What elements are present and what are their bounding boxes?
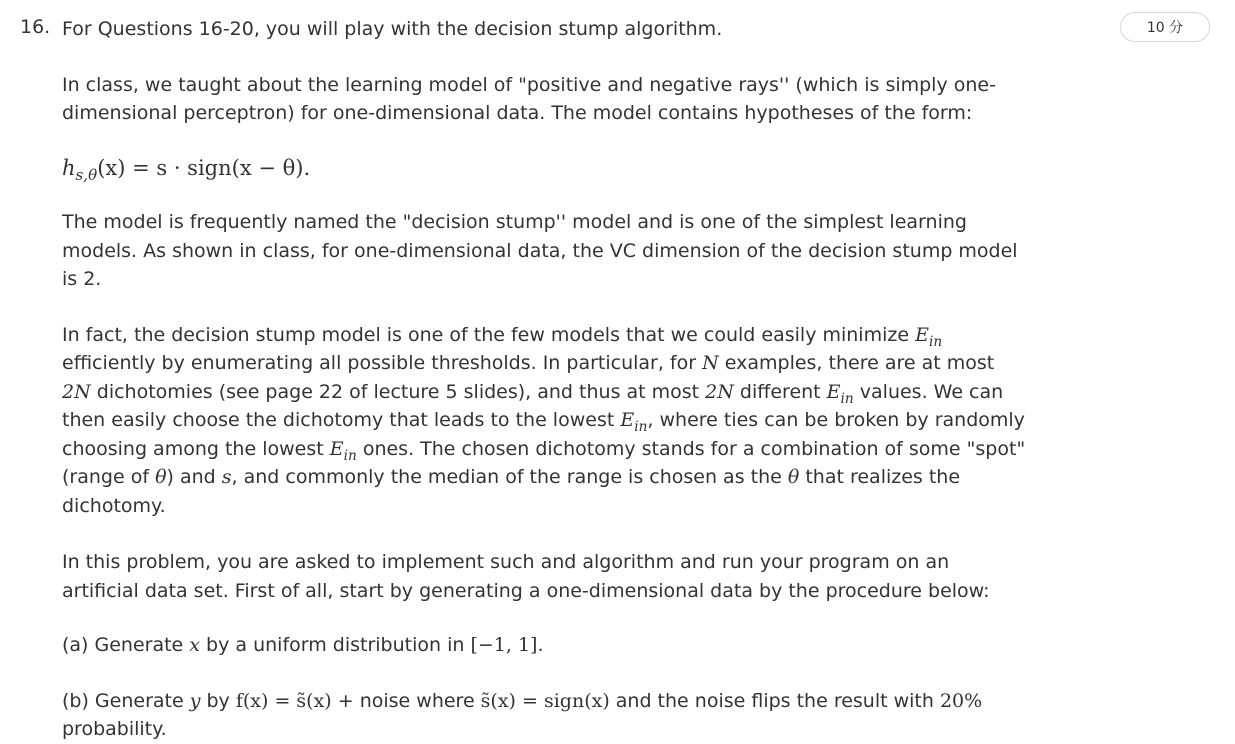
class-paragraph: In class, we taught about the learning model of "positive and negative rays'' (which is simply one-dimensional perceptron) for one-dimensional data. The model contains hypotheses of the form: — [62, 73, 996, 124]
math-theta-1: θ — [155, 466, 167, 488]
fact-text-10: , and commonly the median of the range is chosen as the — [231, 466, 788, 488]
math-theta-2: θ — [787, 466, 800, 488]
question-body — [62, 15, 1027, 744]
step-a-text-1: (a) Generate — [62, 634, 190, 656]
fact-text-3: examples, there are at most — [718, 352, 995, 374]
math-in-sub-2: in — [840, 390, 854, 407]
step-b-text-3: + noise where — [331, 689, 481, 712]
stump-paragraph: The model is frequently named the "decision stump'' model and is one of the simplest learning models. As shown in class, for one-dimensional data, the VC dimension of the decision stump model is 2. — [62, 211, 1018, 290]
step-b-text-5: probability. — [62, 718, 167, 740]
fact-text-5: different — [733, 380, 827, 403]
step-a-text-3: . — [537, 634, 544, 656]
math-stilde: s̃(x) = sign(x) — [480, 689, 610, 712]
fact-text-8: ones. The chosen dichotomy stands for a combination of some "spot" (range of — [62, 437, 1026, 488]
problem-paragraph: In this problem, you are asked to implement such and algorithm and run your program on an artificial data set. First of all, start by generating a one-dimensional data by the procedure below: — [62, 551, 990, 602]
fact-text-9: ) and — [166, 466, 222, 488]
step-b — [62, 687, 1027, 744]
fact-text-7: , where ties can be broken by randomly choosing among the lowest — [62, 409, 1025, 460]
math-in-sub-4: in — [343, 447, 357, 464]
step-b-text-2: by — [200, 689, 236, 712]
math-in-sub-1: in — [928, 333, 943, 350]
math-e-in-3: E — [620, 409, 635, 431]
math-e-in-1: E — [915, 323, 929, 346]
math-n: N — [702, 352, 719, 374]
math-s: s — [221, 466, 232, 488]
math-2n-2: 2N — [705, 380, 734, 403]
math-x: x — [189, 634, 201, 656]
formula-h: h — [62, 155, 76, 180]
fact-text-2: efficiently by enumerating all possible thresholds. In particular, for — [62, 352, 703, 374]
fact-paragraph — [62, 321, 1027, 521]
math-in-sub-3: in — [634, 418, 648, 435]
question-number: 16. — [20, 16, 51, 38]
fact-text-4: dichotomies (see page 22 of lecture 5 slides), and thus at most — [90, 380, 706, 403]
fact-text-6: values. We can then easily choose the dichotomy that leads to the lowest — [62, 380, 1004, 431]
math-percent: 20% — [939, 689, 983, 712]
math-interval: [−1, 1] — [470, 634, 538, 656]
step-b-text-1: (b) Generate — [62, 689, 190, 712]
math-2n-1: 2N — [62, 380, 91, 403]
hypothesis-formula — [62, 154, 1027, 183]
formula-rest: (x) = s · sign(x − θ). — [97, 155, 311, 180]
math-y: y — [189, 689, 201, 712]
step-a — [62, 631, 1027, 660]
intro-paragraph: For Questions 16-20, you will play with the decision stump algorithm. — [62, 18, 723, 40]
math-e-in-2: E — [826, 380, 841, 403]
math-fx: f(x) = s̃(x) — [235, 689, 332, 712]
step-b-text-4: and the noise flips the result with — [609, 689, 940, 712]
formula-subscript: s,θ — [75, 165, 98, 184]
fact-text-1: In fact, the decision stump model is one of the few models that we could easily minimize — [62, 323, 916, 346]
points-badge: 10 分 — [1120, 12, 1210, 42]
fact-text-11: that realizes the dichotomy. — [62, 466, 961, 517]
math-e-in-4: E — [329, 437, 344, 460]
step-a-text-2: by a uniform distribution in — [200, 634, 471, 656]
